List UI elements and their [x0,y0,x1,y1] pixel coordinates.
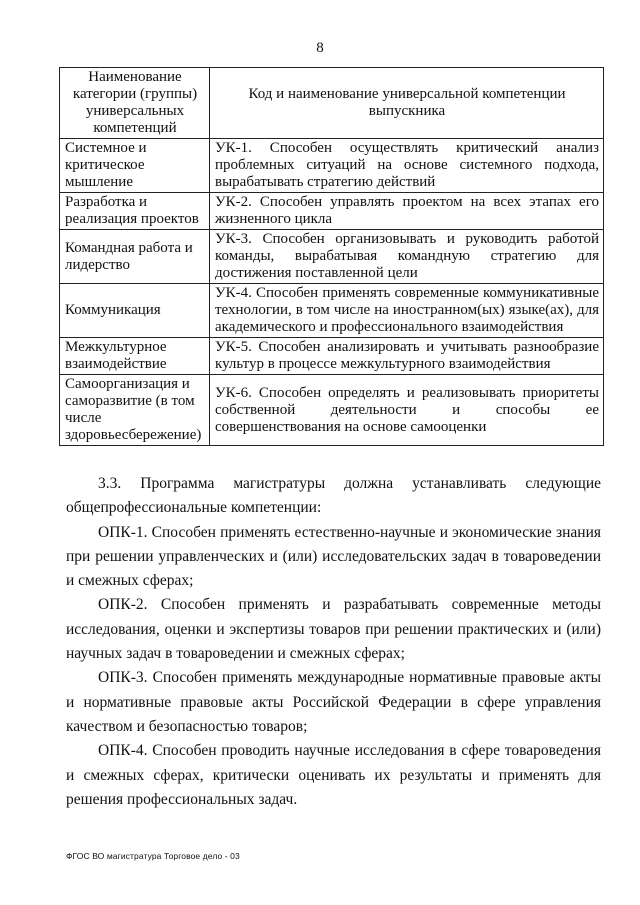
row-category: Разработка и реализация проектов [60,193,210,230]
row-category: Межкультурное взаимодействие [60,338,210,375]
table-row [60,139,604,193]
row-category: Системное и критическое мышление [60,139,210,193]
competencies-table [59,67,604,446]
table-row [60,338,604,375]
row-competence: УК-2. Способен управлять проектом на всех этапах его жизненного цикла [210,193,604,230]
paragraph-opk-1: ОПК-1. Способен применять естественно-научные и экономические знания при решении управленческих и (или) исследовательских задач в товароведении и смежных сферах; [66,523,601,590]
paragraph-opk-3: ОПК-3. Способен применять международные нормативные правовые акты и нормативные правовые акты Российской Федерации в сфере управления качеством и безопасностью товаров; [66,669,601,735]
header-competence: Код и наименование универсальной компетенции выпускника [210,68,604,139]
row-competence: УК-6. Способен определять и реализовывать приоритеты собственной деятельности и способы ее совершенствования на основе самооценки [210,375,604,446]
body-text [66,472,601,812]
row-category: Командная работа и лидерство [60,230,210,284]
paragraph-opk-4: ОПК-4. Способен проводить научные исследования в сфере товароведения и смежных сферах, критически оценивать их результаты и применять для решения профессиональных задач. [66,742,601,808]
row-competence: УК-5. Способен анализировать и учитывать разнообразие культур в процессе межкультурного взаимодействия [210,338,604,375]
page-number: 8 [316,40,324,56]
paragraph-opk-2: ОПК-2. Способен применять и разрабатывать современные методы исследования, оценки и экспертизы товаров при решении практических и (или) научных задач в товароведении и смежных сферах; [66,596,601,663]
row-category: Самоорганизация и саморазвитие (в том числе здоровьесбережение) [60,375,210,446]
table-row [60,284,604,338]
table-row [60,375,604,446]
header-category: Наименование категории (группы) универсальных компетенций [60,68,210,139]
document-footer: ФГОС ВО магистратура Торговое дело - 03 [66,851,240,861]
row-category: Коммуникация [60,284,210,338]
row-competence: УК-1. Способен осуществлять критический анализ проблемных ситуаций на основе системного подхода, вырабатывать стратегию действий [210,139,604,193]
table-header-row [60,68,604,139]
table-row [60,193,604,230]
row-competence: УК-4. Способен применять современные коммуникативные технологии, в том числе на иностранном(ых) языке(ах), для академического и профессионального взаимодействия [210,284,604,338]
paragraph-section-3-3: 3.3. Программа магистратуры должна устанавливать следующие общепрофессиональные компетенции: [66,475,601,517]
table-row [60,230,604,284]
row-competence: УК-3. Способен организовывать и руководить работой команды, вырабатывая командную стратегию для достижения поставленной цели [210,230,604,284]
